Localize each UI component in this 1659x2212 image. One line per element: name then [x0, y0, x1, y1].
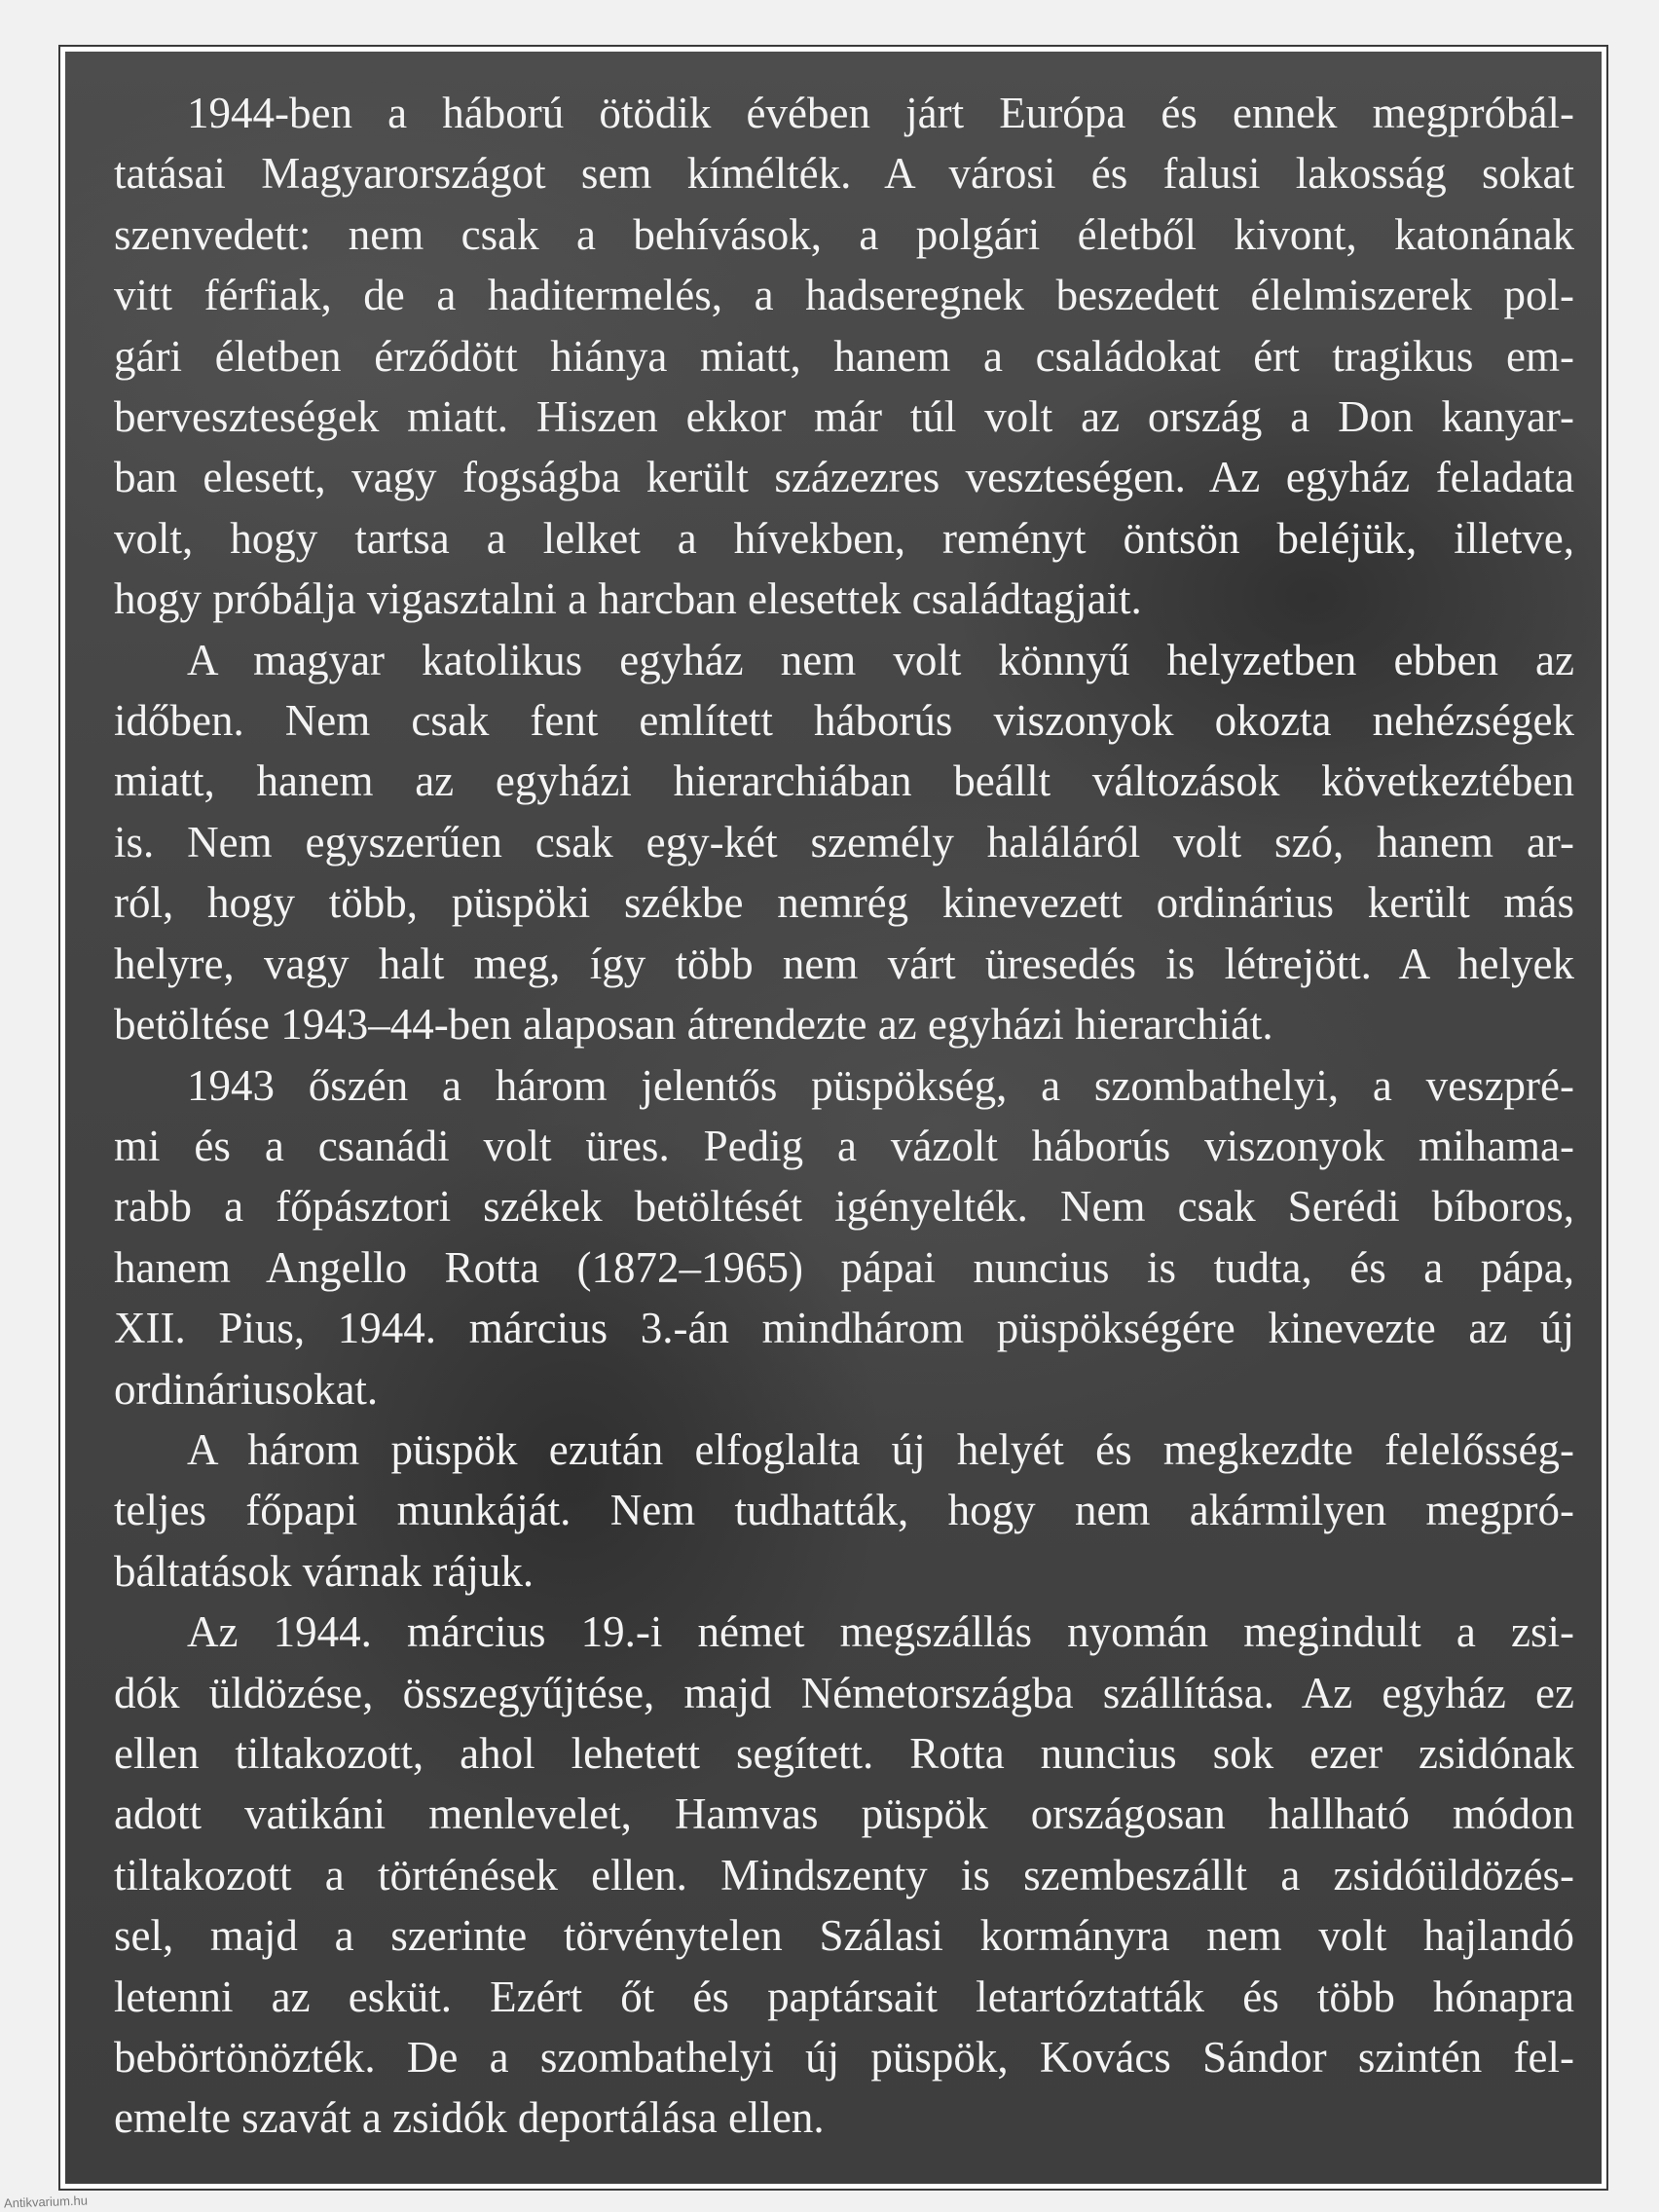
text-line: hanem Angello Rotta (1872–1965) pápai nuncius is tudta, és a pápa, [114, 1242, 1574, 1292]
text-line: sel, majd a szerinte törvénytelen Szálasi kormányra nem volt hajlandó [114, 1911, 1574, 1961]
text-line: is. Nem egyszerűen csak egy-két személy haláláról volt szó, hanem ar- [114, 817, 1574, 866]
text-line: tatásai Magyarországot sem kímélték. A városi és falusi lakosság sokat [114, 149, 1574, 199]
body-text [114, 83, 1574, 2149]
paragraph-2 [114, 630, 1574, 1055]
text-line: rabb a főpásztori székek betöltését igényelték. Nem csak Serédi bíboros, [114, 1182, 1574, 1232]
text-line: volt, hogy tartsa a lelket a hívekben, reményt öntsön beléjük, illetve, [114, 513, 1574, 563]
text-line: A magyar katolikus egyház nem volt könnyű helyzetben ebben az [187, 635, 1574, 684]
text-line: ordináriusokat. [114, 1364, 379, 1414]
text-line: XII. Pius, 1944. március 3.-án mindhárom püspökségére kinevezte az új [114, 1304, 1574, 1353]
paragraph-5 [114, 1602, 1574, 2149]
text-line: dók üldözése, összegyűjtése, majd Németországba szállítása. Az egyház ez [114, 1668, 1574, 1717]
text-line: bebörtönözték. De a szombathelyi új püspök, Kovács Sándor szintén fel- [114, 2033, 1574, 2082]
text-line: emelte szavát a zsidók deportálása ellen. [114, 2093, 825, 2143]
text-line: szenvedett: nem csak a behívások, a polgári életből kivont, katonának [114, 209, 1574, 259]
watermark: Antikvarium.hu [3, 2193, 89, 2211]
text-line: ban elesett, vagy fogságba került százezres veszteségen. Az egyház feladata [114, 453, 1574, 502]
text-line: 1944-ben a háború ötödik évében járt Európa és ennek megpróbál- [187, 89, 1574, 137]
paragraph-4 [114, 1419, 1574, 1602]
text-line: 1943 őszén a három jelentős püspökség, a szombathelyi, a veszpré- [187, 1060, 1574, 1110]
text-line: miatt, hanem az egyházi hierarchiában beállt változások következtében [114, 756, 1574, 806]
text-line: ról, hogy több, püspöki székbe nemrég kinevezett ordinárius került más [114, 878, 1574, 928]
text-line: helyre, vagy halt meg, így több nem várt üresedés is létrejött. A helyek [114, 939, 1574, 988]
text-line: adott vatikáni menlevelet, Hamvas püspök országosan hallható módon [114, 1789, 1574, 1839]
text-line: mi és a csanádi volt üres. Pedig a vázolt háborús viszonyok mihama- [114, 1121, 1574, 1170]
paragraph-1 [114, 83, 1574, 630]
text-line: ellen tiltakozott, ahol lehetett segített. Rotta nuncius sok ezer zsidónak [114, 1728, 1574, 1778]
text-line: letenni az esküt. Ezért őt és paptársait letartóztatták és több hónapra [114, 1972, 1574, 2021]
text-line: betöltése 1943–44-ben alaposan átrendezte az egyházi hierarchiát. [114, 1000, 1273, 1050]
text-line: Az 1944. március 19.-i német megszállás nyomán megindult a zsi- [187, 1607, 1574, 1657]
text-line: gári életben érződött hiánya miatt, hanem a családokat ért tragikus em- [114, 331, 1574, 381]
text-line: időben. Nem csak fent említett háborús viszonyok okozta nehézségek [114, 696, 1574, 746]
text-panel [60, 47, 1606, 2189]
text-line: hogy próbálja vigasztalni a harcban elesettek családtagjait. [114, 574, 1142, 624]
text-line: teljes főpapi munkáját. Nem tudhatták, hogy nem akármilyen megpró- [114, 1486, 1574, 1535]
text-line: báltatások várnak rájuk. [114, 1546, 535, 1596]
text-line: vitt férfiak, de a haditermelés, a hadseregnek beszedett élelmiszerek pol- [114, 271, 1574, 320]
text-line: A három püspök ezután elfoglalta új helyét és megkezdte felelősség- [187, 1424, 1574, 1474]
paragraph-3 [114, 1055, 1574, 1419]
text-line: berveszteségek miatt. Hiszen ekkor már túl volt az ország a Don kanyar- [114, 392, 1574, 442]
text-line: tiltakozott a történések ellen. Mindszenty is szembeszállt a zsidóüldözés- [114, 1850, 1574, 1899]
